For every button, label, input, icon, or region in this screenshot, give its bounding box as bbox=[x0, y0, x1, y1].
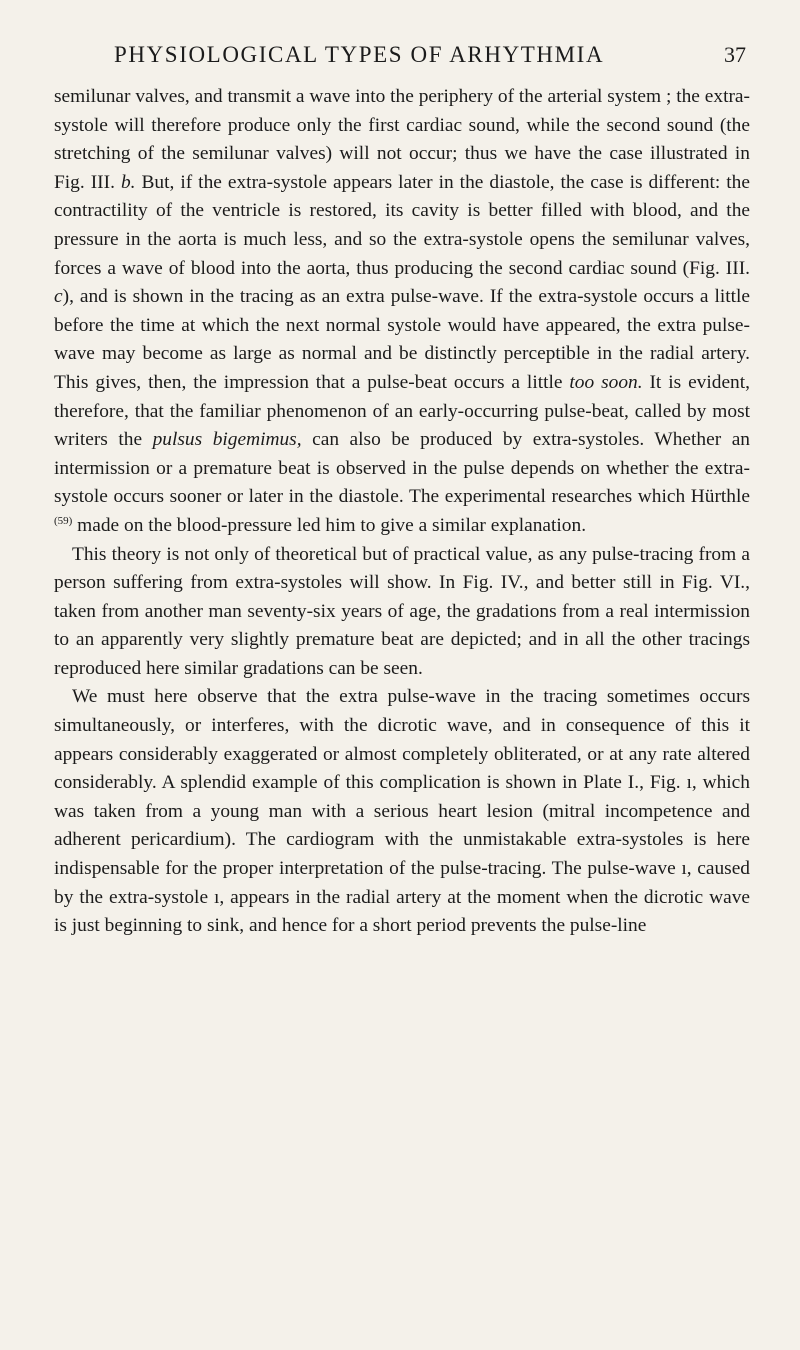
paragraph bbox=[54, 541, 750, 684]
body-text bbox=[54, 83, 750, 941]
text-run: ), and is shown in the tracing as an extra pulse-wave. If the extra-systole occurs a little before the time at which the next normal systole would have appeared, the extra pulse-wave may become as large as normal and be distinctly perceptible in the radial artery. This gives, then, the impression that a pulse-beat occurs a little bbox=[54, 286, 750, 393]
italic-text-run: c bbox=[54, 286, 63, 308]
text-run: This theory is not only of theoretical but of practical value, as any pulse-tracing from a person suffering from extra-systoles will show. In Fig. IV., and better still in Fig. VI., taken from another man seventy-six years of age, the gradations from a real intermission to an apparently very slightly premature beat are depicted; and in all the other tracings reproduced here similar gradations can be seen. bbox=[54, 543, 750, 679]
citation-superscript: (59) bbox=[54, 514, 73, 527]
text-run: made on the blood-pressure led him to give a similar explanation. bbox=[72, 514, 587, 536]
text-run: But, if the extra-systole appears later in the diastole, the case is different: the contractility of the ventricle is restored, its cavity is better filled with blood, and the pressure in the aorta is much less, and so the extra-systole opens the semilunar valves, forces a wave of blood into the aorta, thus producing the second cardiac sound (Fig. III. bbox=[54, 171, 750, 279]
page-number: 37 bbox=[724, 42, 746, 67]
text-run: We must here observe that the extra pulse-wave in the tracing sometimes occurs simultaneously, or interferes, with the dicrotic wave, and in consequence of this it appears considerably exaggerated or almost completely obliterated, or at any rate altered considerably. A splendid example of this complication is shown in Plate I., Fig. ı, which was taken from a young man with a serious heart lesion (mitral incompetence and adherent pericardium). The cardiogram with the unmistakable extra-systoles is here indispensable for the proper interpretation of the pulse-tracing. The pulse-wave ı, caused by the extra-systole ı, appears in the radial artery at the moment when the dicrotic wave is just beginning to sink, and hence for a short period prevents the pulse-line bbox=[54, 686, 750, 937]
running-head-title: PHYSIOLOGICAL TYPES OF ARHYTHMIA bbox=[114, 42, 605, 67]
italic-text-run: pulsus bigemimus, bbox=[152, 429, 302, 451]
text-run: semilunar valves, and transmit a wave into the periphery of the arterial system ; the extra-systole will therefore produce only the first cardiac sound, while the second sound (the stretching of the semilunar valves) will not occur; thus we have the case illustrated in Fig. III. bbox=[54, 86, 750, 193]
text-run: can also be produced by extra-systoles. Whether an intermission or a premature beat is observed in the pulse depends on whether the extra-systole occurs sooner or later in the diastole. The experimental researches which Hürthle bbox=[54, 429, 750, 508]
paragraph bbox=[54, 83, 750, 541]
italic-text-run: b. bbox=[120, 171, 136, 193]
paragraph bbox=[54, 683, 750, 940]
text-run: It is evident, therefore, that the familiar phenomenon of an early-occurring pulse-beat, called by most writers the bbox=[54, 371, 750, 451]
running-header bbox=[114, 42, 746, 76]
italic-text-run: too soon. bbox=[569, 371, 643, 393]
